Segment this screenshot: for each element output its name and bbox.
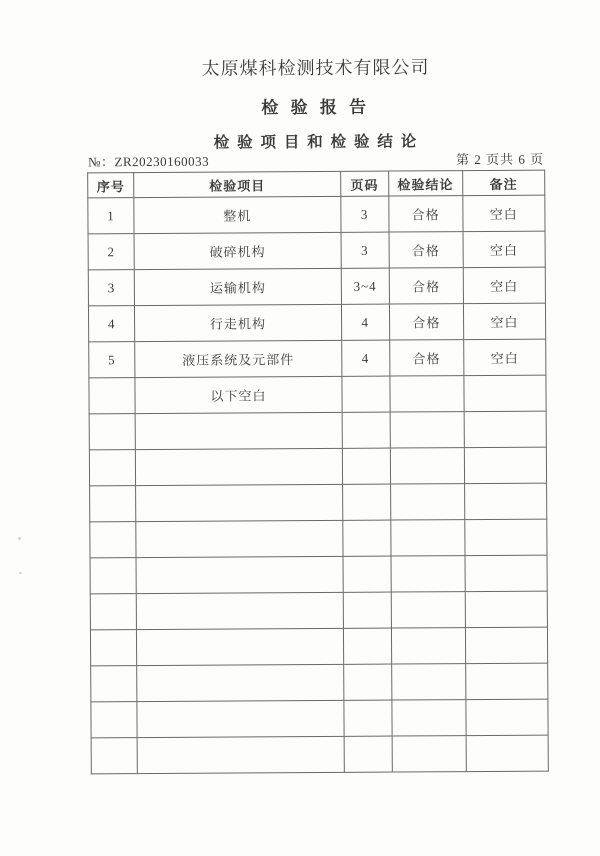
table-cell-item: [136, 484, 343, 521]
table-cell-item: [135, 412, 342, 449]
table-cell-no: [91, 666, 137, 702]
table-cell-page: 3~4: [341, 268, 389, 304]
table-cell-conclusion: 合格: [389, 304, 463, 340]
column-header: 备注: [462, 170, 544, 196]
table-cell-remark: 空白: [463, 303, 545, 340]
table-row: [90, 591, 547, 630]
table-cell-no: 1: [88, 198, 134, 234]
table-cell-page: [344, 700, 392, 736]
table-row: [91, 735, 548, 774]
table-cell-item: 整机: [134, 196, 341, 233]
table-cell-remark: [464, 483, 546, 520]
table-cell-no: [89, 450, 135, 486]
table-cell-conclusion: 合格: [389, 232, 463, 268]
table-cell-conclusion: [390, 412, 464, 448]
table-cell-remark: 空白: [463, 339, 545, 376]
column-header: 序号: [88, 173, 134, 198]
table-cell-conclusion: [390, 448, 464, 484]
table-cell-page: 3: [341, 196, 389, 232]
table-cell-item: [136, 448, 343, 485]
table-cell-item: [137, 736, 344, 773]
table-cell-remark: [465, 663, 547, 700]
table-cell-item: 运输机构: [134, 268, 341, 305]
report-content: [86, 0, 549, 774]
table-cell-page: 3: [341, 232, 389, 268]
table-cell-no: [89, 414, 135, 450]
table-cell-conclusion: 合格: [389, 196, 463, 232]
table-cell-page: 4: [341, 304, 389, 340]
table-cell-item: [136, 520, 343, 557]
section-title: 检 验 项 目 和 检 验 结 论: [213, 133, 419, 152]
table-cell-no: [90, 522, 136, 558]
table-cell-no: [90, 486, 136, 522]
table-row: [89, 411, 546, 450]
table-row: [90, 519, 547, 558]
table-cell-page: [342, 376, 390, 412]
company-title: 太原煤科检测技术有限公司: [201, 57, 430, 79]
table-cell-conclusion: [391, 556, 465, 592]
table-cell-item: [137, 628, 344, 665]
table-row: [91, 663, 548, 702]
table-cell-page: [343, 556, 391, 592]
meta-row: [87, 152, 545, 172]
table-cell-page: [343, 664, 391, 700]
table-header-row: [88, 170, 545, 198]
table-cell-conclusion: 合格: [389, 268, 463, 304]
table-cell-no: 5: [89, 342, 135, 378]
report-title: 检 验 报 告: [261, 97, 371, 118]
table-row: [89, 339, 546, 378]
table-cell-remark: [464, 375, 546, 412]
table-cell-conclusion: [391, 664, 465, 700]
table-row: [91, 699, 548, 738]
table-cell-page: 4: [341, 340, 389, 376]
table-cell-conclusion: [390, 484, 464, 520]
table-cell-no: 4: [88, 306, 134, 342]
table-cell-conclusion: [391, 592, 465, 628]
report-number-value: ZR20230160033: [114, 153, 210, 170]
table-cell-page: [342, 412, 390, 448]
table-cell-page: [343, 592, 391, 628]
column-header: 检验项目: [134, 171, 341, 197]
table-cell-no: [90, 630, 136, 666]
table-cell-remark: [465, 555, 547, 592]
table-cell-page: [342, 448, 390, 484]
table-cell-conclusion: [391, 628, 465, 664]
table-cell-no: [90, 594, 136, 630]
table-cell-item: [137, 664, 344, 701]
report-number: [88, 154, 209, 171]
table-cell-remark: [465, 627, 547, 664]
scan-speck: [19, 572, 22, 574]
column-header: 页码: [340, 171, 388, 196]
table-cell-conclusion: 合格: [389, 340, 463, 376]
table-cell-item: 以下空白: [135, 376, 342, 413]
table-cell-remark: 空白: [463, 231, 545, 268]
table-cell-conclusion: [390, 376, 464, 412]
table-cell-item: [137, 700, 344, 737]
table-row: [90, 627, 547, 666]
table-cell-remark: [465, 591, 547, 628]
report-number-label: №：: [88, 154, 115, 170]
table-cell-page: [342, 484, 390, 520]
table-row: [89, 375, 546, 414]
table-cell-page: [343, 520, 391, 556]
table-cell-conclusion: [390, 520, 464, 556]
table-cell-conclusion: [392, 700, 466, 736]
table-cell-remark: [466, 699, 548, 736]
table-cell-remark: [466, 735, 548, 772]
table-row: [90, 555, 547, 594]
table-cell-remark: 空白: [463, 195, 545, 232]
table-row: [90, 483, 547, 522]
column-header: 检验结论: [388, 171, 462, 196]
scan-speck: [18, 537, 21, 540]
table-cell-no: [89, 378, 135, 414]
table-cell-no: [90, 558, 136, 594]
table-cell-remark: [464, 411, 546, 448]
table-cell-page: [344, 736, 392, 772]
table-cell-no: [91, 738, 137, 774]
table-row: [89, 447, 546, 486]
table-row: [88, 195, 545, 234]
table-cell-item: 破碎机构: [134, 232, 341, 269]
table-row: [88, 231, 545, 270]
table-cell-remark: [465, 519, 547, 556]
table-cell-page: [343, 628, 391, 664]
table-cell-no: 3: [88, 270, 134, 306]
table-row: [88, 267, 545, 306]
table-cell-no: [91, 702, 137, 738]
table-cell-remark: 空白: [463, 267, 545, 304]
table-cell-no: 2: [88, 234, 134, 270]
results-table: [87, 170, 549, 775]
table-row: [88, 303, 545, 342]
table-cell-conclusion: [392, 736, 466, 772]
page-indicator: 第 2 页共 6 页: [456, 151, 545, 168]
table-cell-remark: [464, 447, 546, 484]
table-cell-item: 液压系统及元部件: [135, 340, 342, 377]
table-cell-item: [136, 556, 343, 593]
table-cell-item: [136, 592, 343, 629]
table-cell-item: 行走机构: [135, 304, 342, 341]
